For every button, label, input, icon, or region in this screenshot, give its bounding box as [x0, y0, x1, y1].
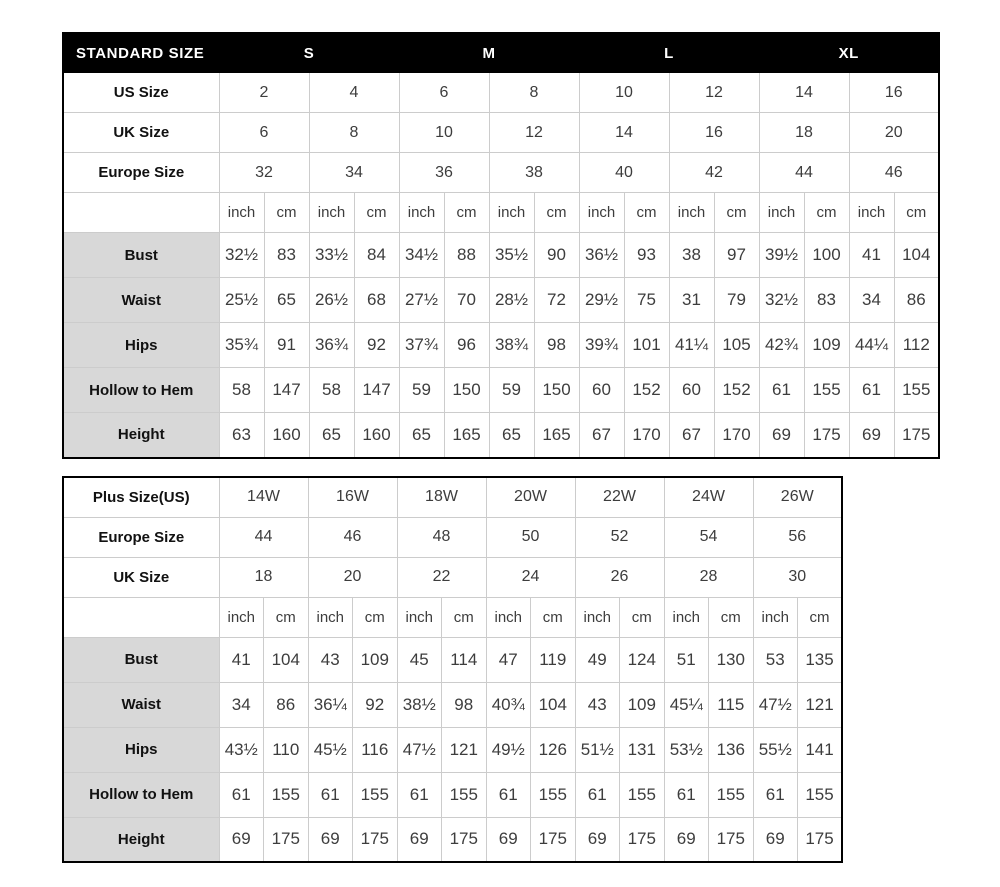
unit-cell-inch: inch — [489, 193, 534, 233]
measure-value-cell: 98 — [534, 323, 579, 368]
measure-value-cell: 61 — [849, 368, 894, 413]
measure-value-cell: 72 — [534, 278, 579, 323]
size-row-plus-size-us — [63, 477, 842, 517]
row-label-height: Height — [63, 413, 219, 458]
measure-value-cell: 69 — [575, 817, 620, 862]
unit-cell-cm: cm — [709, 597, 754, 637]
size-value-cell: 44 — [219, 517, 308, 557]
unit-cell-inch: inch — [669, 193, 714, 233]
size-value-cell: 26W — [753, 477, 842, 517]
measure-value-cell: 75 — [624, 278, 669, 323]
unit-cell-inch: inch — [849, 193, 894, 233]
measure-value-cell: 86 — [264, 682, 309, 727]
measure-value-cell: 41 — [849, 233, 894, 278]
measure-value-cell: 38 — [669, 233, 714, 278]
size-value-cell: 46 — [308, 517, 397, 557]
row-label-europe-size: Europe Size — [63, 517, 219, 557]
unit-cell-cm: cm — [804, 193, 849, 233]
measure-value-cell: 34 — [849, 278, 894, 323]
unit-row — [63, 597, 842, 637]
measure-value-cell: 175 — [709, 817, 754, 862]
measure-value-cell: 39½ — [759, 233, 804, 278]
size-value-cell: 14W — [219, 477, 308, 517]
measure-value-cell: 175 — [353, 817, 398, 862]
measure-value-cell: 98 — [442, 682, 487, 727]
measure-value-cell: 25½ — [219, 278, 264, 323]
measure-value-cell: 152 — [624, 368, 669, 413]
unit-row — [63, 193, 939, 233]
size-value-cell: 22 — [397, 557, 486, 597]
measure-value-cell: 175 — [264, 817, 309, 862]
plus-size-table — [62, 476, 843, 863]
size-row-europe-size — [63, 517, 842, 557]
size-value-cell: 6 — [219, 113, 309, 153]
measure-value-cell: 160 — [354, 413, 399, 458]
measure-value-cell: 100 — [804, 233, 849, 278]
measure-value-cell: 136 — [709, 727, 754, 772]
measure-value-cell: 51 — [664, 637, 709, 682]
measure-value-cell: 47½ — [753, 682, 798, 727]
measure-value-cell: 61 — [575, 772, 620, 817]
measure-value-cell: 135 — [798, 637, 843, 682]
measure-value-cell: 35¾ — [219, 323, 264, 368]
unit-cell-inch: inch — [309, 193, 354, 233]
measure-value-cell: 69 — [486, 817, 531, 862]
measure-value-cell: 43½ — [219, 727, 264, 772]
measure-value-cell: 170 — [714, 413, 759, 458]
unit-cell-inch: inch — [399, 193, 444, 233]
measure-value-cell: 44¼ — [849, 323, 894, 368]
unit-cell-cm: cm — [894, 193, 939, 233]
size-value-cell: 10 — [579, 73, 669, 113]
measure-value-cell: 175 — [798, 817, 843, 862]
size-group-header-s: S — [219, 33, 399, 73]
unit-cell-inch: inch — [308, 597, 353, 637]
measure-row-bust — [63, 637, 842, 682]
measure-value-cell: 41 — [219, 637, 264, 682]
size-value-cell: 40 — [579, 153, 669, 193]
row-label-europe-size: Europe Size — [63, 153, 219, 193]
size-value-cell: 16 — [849, 73, 939, 113]
measure-value-cell: 116 — [353, 727, 398, 772]
measure-value-cell: 68 — [354, 278, 399, 323]
size-value-cell: 32 — [219, 153, 309, 193]
measure-value-cell: 34½ — [399, 233, 444, 278]
measure-value-cell: 175 — [442, 817, 487, 862]
unit-cell-cm: cm — [531, 597, 576, 637]
row-label-hollow-to-hem: Hollow to Hem — [63, 368, 219, 413]
measure-value-cell: 45½ — [308, 727, 353, 772]
measure-value-cell: 155 — [709, 772, 754, 817]
size-value-cell: 22W — [575, 477, 664, 517]
measure-value-cell: 92 — [353, 682, 398, 727]
unit-cell-cm: cm — [353, 597, 398, 637]
unit-cell-cm: cm — [714, 193, 759, 233]
measure-value-cell: 65 — [264, 278, 309, 323]
measure-value-cell: 152 — [714, 368, 759, 413]
size-group-header-m: M — [399, 33, 579, 73]
measure-value-cell: 83 — [804, 278, 849, 323]
measure-value-cell: 83 — [264, 233, 309, 278]
measure-value-cell: 92 — [354, 323, 399, 368]
unit-row-spacer — [63, 597, 219, 637]
measure-value-cell: 155 — [442, 772, 487, 817]
measure-value-cell: 65 — [309, 413, 354, 458]
measure-value-cell: 165 — [444, 413, 489, 458]
measure-value-cell: 160 — [264, 413, 309, 458]
table-header-row — [63, 33, 939, 73]
measure-row-hollow-to-hem — [63, 772, 842, 817]
unit-row-spacer — [63, 193, 219, 233]
measure-value-cell: 114 — [442, 637, 487, 682]
measure-row-waist — [63, 682, 842, 727]
measure-value-cell: 60 — [579, 368, 624, 413]
measure-value-cell: 53½ — [664, 727, 709, 772]
size-row-europe-size — [63, 153, 939, 193]
size-value-cell: 24 — [486, 557, 575, 597]
size-row-us-size — [63, 73, 939, 113]
measure-value-cell: 67 — [579, 413, 624, 458]
unit-cell-inch: inch — [579, 193, 624, 233]
measure-value-cell: 175 — [894, 413, 939, 458]
measure-value-cell: 35½ — [489, 233, 534, 278]
measure-value-cell: 91 — [264, 323, 309, 368]
measure-value-cell: 67 — [669, 413, 714, 458]
measure-value-cell: 34 — [219, 682, 264, 727]
size-value-cell: 18W — [397, 477, 486, 517]
measure-value-cell: 69 — [759, 413, 804, 458]
measure-value-cell: 42¾ — [759, 323, 804, 368]
size-value-cell: 50 — [486, 517, 575, 557]
unit-cell-inch: inch — [575, 597, 620, 637]
measure-value-cell: 155 — [620, 772, 665, 817]
measure-value-cell: 119 — [531, 637, 576, 682]
unit-cell-cm: cm — [534, 193, 579, 233]
size-value-cell: 6 — [399, 73, 489, 113]
measure-value-cell: 69 — [308, 817, 353, 862]
measure-value-cell: 61 — [486, 772, 531, 817]
size-value-cell: 10 — [399, 113, 489, 153]
size-value-cell: 20 — [849, 113, 939, 153]
measure-value-cell: 38¾ — [489, 323, 534, 368]
measure-value-cell: 155 — [353, 772, 398, 817]
measure-value-cell: 58 — [219, 368, 264, 413]
measure-value-cell: 38½ — [397, 682, 442, 727]
size-value-cell: 48 — [397, 517, 486, 557]
size-value-cell: 20W — [486, 477, 575, 517]
size-value-cell: 46 — [849, 153, 939, 193]
measure-value-cell: 141 — [798, 727, 843, 772]
size-value-cell: 52 — [575, 517, 664, 557]
row-label-waist: Waist — [63, 278, 219, 323]
row-label-uk-size: UK Size — [63, 557, 219, 597]
unit-cell-cm: cm — [798, 597, 843, 637]
measure-value-cell: 26½ — [309, 278, 354, 323]
measure-value-cell: 33½ — [309, 233, 354, 278]
row-label-bust: Bust — [63, 233, 219, 278]
measure-value-cell: 93 — [624, 233, 669, 278]
measure-value-cell: 69 — [849, 413, 894, 458]
row-label-height: Height — [63, 817, 219, 862]
measure-value-cell: 39¾ — [579, 323, 624, 368]
measure-value-cell: 53 — [753, 637, 798, 682]
unit-cell-inch: inch — [759, 193, 804, 233]
row-label-uk-size: UK Size — [63, 113, 219, 153]
unit-cell-cm: cm — [264, 193, 309, 233]
size-value-cell: 44 — [759, 153, 849, 193]
measure-value-cell: 49 — [575, 637, 620, 682]
measure-value-cell: 88 — [444, 233, 489, 278]
measure-value-cell: 69 — [397, 817, 442, 862]
size-row-uk-size — [63, 557, 842, 597]
measure-value-cell: 43 — [575, 682, 620, 727]
standard-size-title: STANDARD SIZE — [63, 33, 219, 73]
measure-value-cell: 150 — [444, 368, 489, 413]
size-value-cell: 56 — [753, 517, 842, 557]
measure-value-cell: 45 — [397, 637, 442, 682]
measure-value-cell: 55½ — [753, 727, 798, 772]
measure-value-cell: 109 — [353, 637, 398, 682]
measure-value-cell: 63 — [219, 413, 264, 458]
size-value-cell: 54 — [664, 517, 753, 557]
measure-value-cell: 170 — [624, 413, 669, 458]
standard-size-table — [62, 32, 940, 459]
measure-value-cell: 70 — [444, 278, 489, 323]
measure-value-cell: 96 — [444, 323, 489, 368]
measure-value-cell: 165 — [534, 413, 579, 458]
measure-value-cell: 79 — [714, 278, 759, 323]
measure-value-cell: 86 — [894, 278, 939, 323]
size-value-cell: 24W — [664, 477, 753, 517]
unit-cell-inch: inch — [486, 597, 531, 637]
measure-row-waist — [63, 278, 939, 323]
size-value-cell: 34 — [309, 153, 399, 193]
measure-value-cell: 155 — [264, 772, 309, 817]
measure-value-cell: 131 — [620, 727, 665, 772]
measure-value-cell: 97 — [714, 233, 759, 278]
size-value-cell: 8 — [489, 73, 579, 113]
measure-value-cell: 61 — [219, 772, 264, 817]
measure-value-cell: 104 — [894, 233, 939, 278]
measure-value-cell: 36½ — [579, 233, 624, 278]
measure-value-cell: 61 — [753, 772, 798, 817]
size-value-cell: 8 — [309, 113, 399, 153]
unit-cell-inch: inch — [219, 193, 264, 233]
size-value-cell: 16 — [669, 113, 759, 153]
measure-value-cell: 109 — [804, 323, 849, 368]
row-label-hips: Hips — [63, 727, 219, 772]
measure-value-cell: 175 — [531, 817, 576, 862]
measure-value-cell: 40¾ — [486, 682, 531, 727]
measure-value-cell: 49½ — [486, 727, 531, 772]
measure-value-cell: 47½ — [397, 727, 442, 772]
measure-value-cell: 69 — [219, 817, 264, 862]
measure-value-cell: 45¼ — [664, 682, 709, 727]
measure-value-cell: 104 — [531, 682, 576, 727]
size-value-cell: 20 — [308, 557, 397, 597]
row-label-hips: Hips — [63, 323, 219, 368]
measure-value-cell: 115 — [709, 682, 754, 727]
size-value-cell: 2 — [219, 73, 309, 113]
measure-value-cell: 101 — [624, 323, 669, 368]
measure-row-bust — [63, 233, 939, 278]
measure-value-cell: 59 — [489, 368, 534, 413]
measure-value-cell: 36¾ — [309, 323, 354, 368]
size-value-cell: 28 — [664, 557, 753, 597]
row-label-hollow-to-hem: Hollow to Hem — [63, 772, 219, 817]
unit-cell-cm: cm — [264, 597, 309, 637]
measure-value-cell: 110 — [264, 727, 309, 772]
size-group-header-xl: XL — [759, 33, 939, 73]
unit-cell-inch: inch — [664, 597, 709, 637]
measure-value-cell: 69 — [753, 817, 798, 862]
measure-value-cell: 147 — [354, 368, 399, 413]
size-value-cell: 18 — [759, 113, 849, 153]
unit-cell-cm: cm — [444, 193, 489, 233]
measure-value-cell: 31 — [669, 278, 714, 323]
size-value-cell: 14 — [759, 73, 849, 113]
measure-value-cell: 65 — [489, 413, 534, 458]
measure-value-cell: 27½ — [399, 278, 444, 323]
measure-row-height — [63, 413, 939, 458]
measure-value-cell: 121 — [442, 727, 487, 772]
measure-value-cell: 105 — [714, 323, 759, 368]
measure-value-cell: 121 — [798, 682, 843, 727]
measure-value-cell: 112 — [894, 323, 939, 368]
size-row-uk-size — [63, 113, 939, 153]
row-label-us-size: US Size — [63, 73, 219, 113]
measure-value-cell: 61 — [397, 772, 442, 817]
measure-value-cell: 60 — [669, 368, 714, 413]
row-label-bust: Bust — [63, 637, 219, 682]
measure-value-cell: 155 — [804, 368, 849, 413]
measure-value-cell: 130 — [709, 637, 754, 682]
measure-value-cell: 155 — [798, 772, 843, 817]
size-value-cell: 36 — [399, 153, 489, 193]
size-value-cell: 38 — [489, 153, 579, 193]
measure-value-cell: 28½ — [489, 278, 534, 323]
measure-row-hips — [63, 323, 939, 368]
size-value-cell: 30 — [753, 557, 842, 597]
size-value-cell: 14 — [579, 113, 669, 153]
size-group-header-l: L — [579, 33, 759, 73]
unit-cell-inch: inch — [397, 597, 442, 637]
measure-value-cell: 36¼ — [308, 682, 353, 727]
size-value-cell: 16W — [308, 477, 397, 517]
unit-cell-cm: cm — [442, 597, 487, 637]
unit-cell-inch: inch — [219, 597, 264, 637]
unit-cell-cm: cm — [620, 597, 665, 637]
measure-value-cell: 150 — [534, 368, 579, 413]
measure-value-cell: 90 — [534, 233, 579, 278]
measure-value-cell: 175 — [620, 817, 665, 862]
measure-value-cell: 61 — [308, 772, 353, 817]
measure-value-cell: 59 — [399, 368, 444, 413]
measure-value-cell: 61 — [664, 772, 709, 817]
measure-value-cell: 32½ — [219, 233, 264, 278]
measure-value-cell: 155 — [531, 772, 576, 817]
measure-value-cell: 65 — [399, 413, 444, 458]
measure-value-cell: 37¾ — [399, 323, 444, 368]
size-value-cell: 42 — [669, 153, 759, 193]
measure-value-cell: 29½ — [579, 278, 624, 323]
size-value-cell: 12 — [489, 113, 579, 153]
measure-value-cell: 61 — [759, 368, 804, 413]
measure-value-cell: 51½ — [575, 727, 620, 772]
size-value-cell: 18 — [219, 557, 308, 597]
measure-value-cell: 175 — [804, 413, 849, 458]
unit-cell-inch: inch — [753, 597, 798, 637]
row-label-plus-size-us: Plus Size(US) — [63, 477, 219, 517]
measure-value-cell: 58 — [309, 368, 354, 413]
unit-cell-cm: cm — [624, 193, 669, 233]
measure-value-cell: 124 — [620, 637, 665, 682]
measure-value-cell: 32½ — [759, 278, 804, 323]
measure-row-hips — [63, 727, 842, 772]
measure-value-cell: 69 — [664, 817, 709, 862]
measure-value-cell: 126 — [531, 727, 576, 772]
measure-row-height — [63, 817, 842, 862]
size-value-cell: 12 — [669, 73, 759, 113]
measure-value-cell: 41¼ — [669, 323, 714, 368]
row-label-waist: Waist — [63, 682, 219, 727]
measure-value-cell: 43 — [308, 637, 353, 682]
measure-row-hollow-to-hem — [63, 368, 939, 413]
unit-cell-cm: cm — [354, 193, 399, 233]
measure-value-cell: 147 — [264, 368, 309, 413]
size-value-cell: 4 — [309, 73, 399, 113]
size-value-cell: 26 — [575, 557, 664, 597]
measure-value-cell: 109 — [620, 682, 665, 727]
measure-value-cell: 155 — [894, 368, 939, 413]
measure-value-cell: 104 — [264, 637, 309, 682]
measure-value-cell: 47 — [486, 637, 531, 682]
measure-value-cell: 84 — [354, 233, 399, 278]
